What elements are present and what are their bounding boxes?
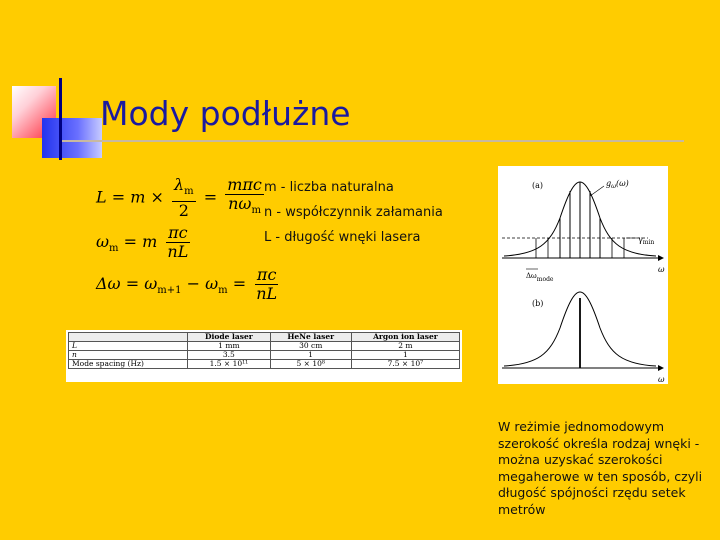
panel-b-axis-label: ω xyxy=(658,375,665,384)
logo-blue-block xyxy=(42,118,102,158)
single-mode-note: W reżimie jednomodowym szerokość określa rodzaj wnęki - można uzyskać szerokości megaherowe w ten sposób, czyli długość spójności rzędu setek metrów xyxy=(498,419,703,517)
gain-label: $g_\omega(\omega)$ xyxy=(606,179,629,190)
title-underline xyxy=(62,140,684,142)
gain-label-pointer xyxy=(590,186,604,196)
table-cell: 1 xyxy=(270,351,351,360)
table-cell: 1 xyxy=(351,351,459,360)
legend-n: n - współczynnik załamania xyxy=(264,205,443,220)
table-row xyxy=(69,342,460,351)
table-header-cell: Diode laser xyxy=(188,333,270,342)
logo-vertical-line xyxy=(59,78,62,160)
mode-gain-diagram xyxy=(498,166,668,384)
panel-a-axis-arrow xyxy=(658,255,664,261)
equation-mode-frequency: $\omega_m = m$ $\frac{\pi c}{nL}$ xyxy=(96,223,189,261)
table-cell: 5 × 10⁸ xyxy=(270,360,351,369)
laser-comparison-table xyxy=(66,330,462,382)
panel-a-mode-lines xyxy=(536,182,624,258)
table-cell: 1 mm xyxy=(188,342,270,351)
table-cell: 2 m xyxy=(351,342,459,351)
panel-b-label: (b) xyxy=(532,299,544,308)
table-row xyxy=(69,360,460,369)
table-cell: 7.5 × 10⁷ xyxy=(351,360,459,369)
table-cell: 30 cm xyxy=(270,342,351,351)
legend-m: m - liczba naturalna xyxy=(264,180,394,195)
legend-L: L - długość wnęki lasera xyxy=(264,230,421,245)
table-cell: L xyxy=(69,342,188,351)
table-header-cell: Argon ion laser xyxy=(351,333,459,342)
slide-title: Mody podłużne xyxy=(100,94,351,133)
table-cell: n xyxy=(69,351,188,360)
table-cell: 3.5 xyxy=(188,351,270,360)
equation-mode-spacing: $\Delta\omega = \omega_{m+1} - \omega_m$ = $\frac{\pi c}{nL}$ xyxy=(96,265,278,303)
table-cell: Mode spacing (Hz) xyxy=(69,360,188,369)
gamma-label: $\gamma_{min}$ xyxy=(638,235,655,246)
panel-a-axis-label: ω xyxy=(658,265,665,274)
panel-a-label: (a) xyxy=(532,181,544,190)
table-cell: 1.5 × 10¹¹ xyxy=(188,360,270,369)
delta-mode-label: Δωmode xyxy=(526,272,554,283)
table-header-cell: HeNe laser xyxy=(270,333,351,342)
panel-b-axis-arrow xyxy=(658,365,664,371)
mode-gain-figure xyxy=(498,166,668,384)
equation-cavity-length: L = m × $\frac{\lambda_m}{2}$ = $\frac{\text{mπc}}{n\omega_m}$ xyxy=(96,175,262,221)
table-header-cell xyxy=(69,333,188,342)
